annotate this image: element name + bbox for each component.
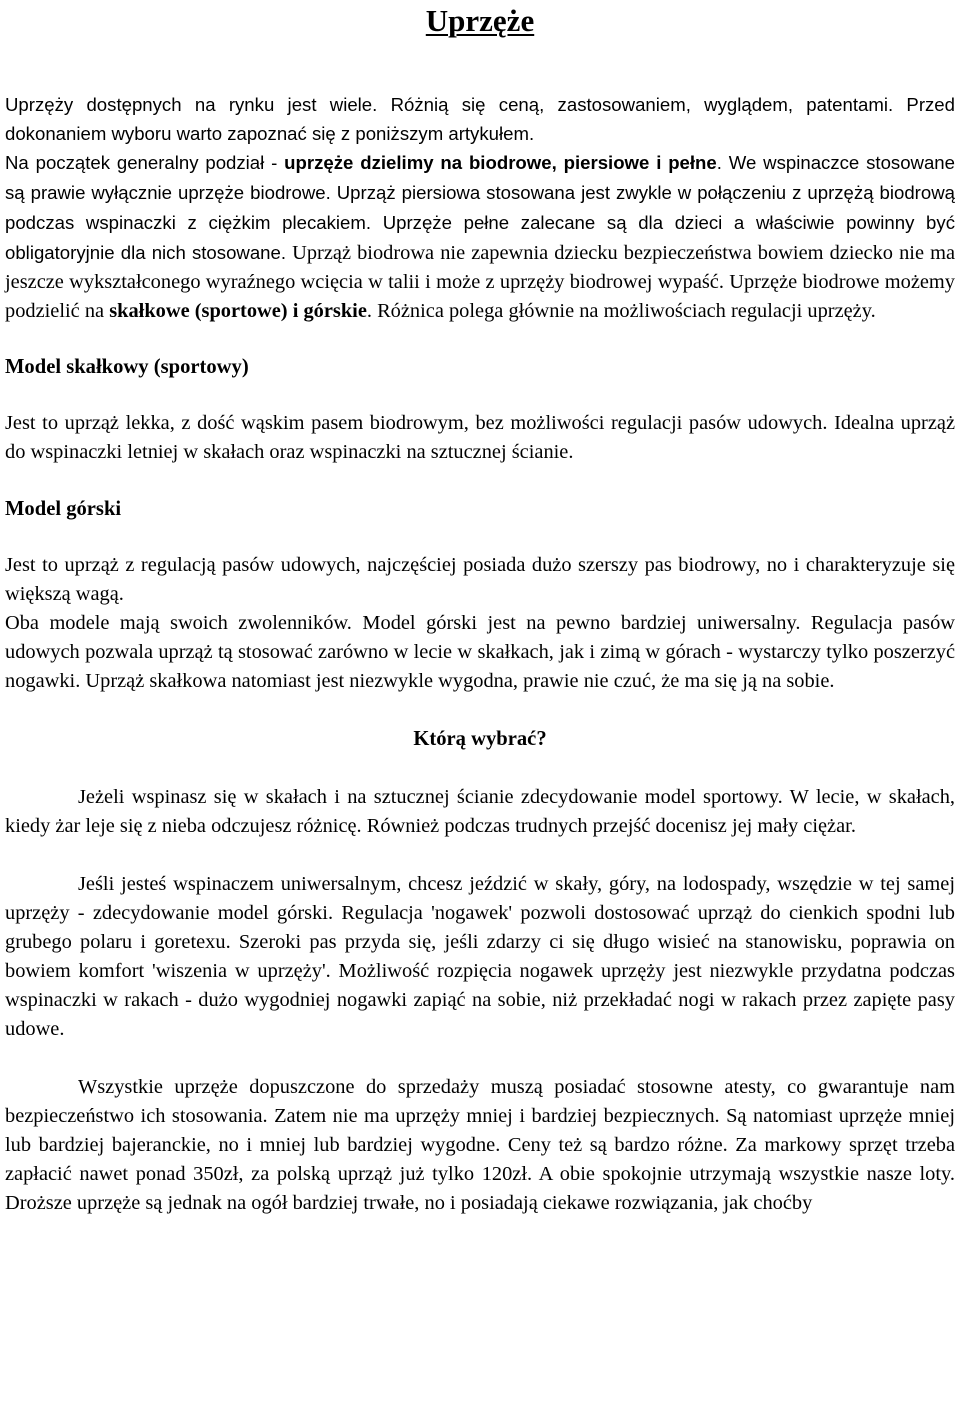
mountain-model-heading: Model górski [5, 498, 122, 520]
intro-bold-subtypes: skałkowe (sportowe) i górskie [109, 300, 367, 322]
sport-model-heading: Model skałkowy (sportowy) [5, 356, 249, 378]
comparison-text: Oba modele mają swoich zwolenników. Model górski jest na pewno bardziej uniwersalny. Regulacja pasów udowych pozwala uprząż tą stosować zarówno w lecie w skałkach, jak i zimą w górach - wystarczy tylko poszerzyć nogawki. Uprząż skałkowa natomiast jest niezwykle wygodna, prawie nie czuć, że ma się ją na sobie. [5, 612, 955, 692]
page-title: Uprzęże [425, 3, 535, 38]
intro-text-f: . Różnica polega głównie na możliwościach regulacji uprzęży. [366, 300, 876, 322]
sport-model-text: Jest to uprząż lekka, z dość wąskim pasem biodrowym, bez możliwości regulacji pasów udowych. Idealna uprząż do wspinaczki letniej w skałach oraz wspinaczki na sztucznej ścianie. [5, 412, 955, 463]
intro-paragraph-1: Uprzęży dostępnych na rynku jest wiele. Różnią się ceną, zastosowaniem, wyglądem, patentami. Przed dokonaniem wyboru warto zapoznać się z poniższym artykułem. [5, 94, 955, 144]
choose-paragraph-3: Wszystkie uprzęże dopuszczone do sprzedaży muszą posiadać stosowne atesty, co gwarantuje nam bezpieczeństwo ich stosowania. Zatem nie ma uprzęży mniej i bardziej bezpiecznych. Są natomiast uprzęże mniej lub bardziej bajeranckie, no i mniej lub bardziej wygodne. Ceny też są bardzo różne. Za markowy sprzęt trzeba zapłacić nawet ponad 350zł, za polską uprząż już tylko 120zł. A obie spokojnie utrzymają wszystkie nasze loty. Droższe uprzęże są jednak na ogół bardziej trwałe, no i posiadają ciekawe rozwiązania, jak choćby [5, 1076, 955, 1214]
intro-bold-types: uprzęże dzielimy na biodrowe, piersiowe i pełne [284, 152, 717, 173]
intro-text-c: . We wspinaczce stosowane są prawie wyłącznie uprzęże biodrowe. Uprząż piersiowa stosowana jest zwykle w połączeniu z uprzężą biodrową podczas wspinaczki z ciężkim plecakiem. Uprzęże pełne zalecane są dla dzieci a właściwie powinny być obligatoryjnie dla nich stosowane. [5, 152, 955, 263]
mountain-model-text: Jest to uprząż z regulacją pasów udowych, najczęściej posiada dużo szerszy pas biodrowy, no i charakteryzuje się większą wagą. [5, 554, 955, 605]
intro-text-a: Na początek generalny podział - [5, 152, 285, 173]
choose-paragraph-2: Jeśli jesteś wspinaczem uniwersalnym, chcesz jeździć w skały, góry, na lodospady, wszędzie w tej samej uprzęży - zdecydowanie model górski. Regulacja 'nogawek' pozwoli dostosować uprząż do cienkich spodni lub grubego polaru i goretexu. Szeroki pas przyda się, jeśli zdarzy ci się długo wisieć na stanowisku, poprawia on bowiem komfort 'wiszenia w uprzęży'. Możliwość rozpięcia nogawek uprzęży jest niezwykle przydatna podczas wspinaczki w rakach - dużo wygodniej nogawki zapiąć na sobie, niż przekładać nogi w rakach przez zapięte pasy udowe. [5, 873, 955, 1040]
choose-heading: Którą wybrać? [413, 728, 547, 750]
choose-paragraph-1: Jeżeli wspinasz się w skałach i na sztucznej ścianie zdecydowanie model sportowy. W lecie, w skałach, kiedy żar leje się z nieba odczujesz różnicę. Również podczas trudnych przejść docenisz jej mały ciężar. [5, 786, 955, 837]
intro-paragraph-2 [5, 148, 955, 326]
intro-text-d: Uprząż biodrowa nie zapewnia dziecku bezpieczeństwa bowiem dziecko nie ma jeszcze wykształconego wyraźnego wcięcia w talii i może z uprzęży biodrowej wypaść. Uprzęże biodrowe możemy podzielić na [5, 242, 956, 322]
